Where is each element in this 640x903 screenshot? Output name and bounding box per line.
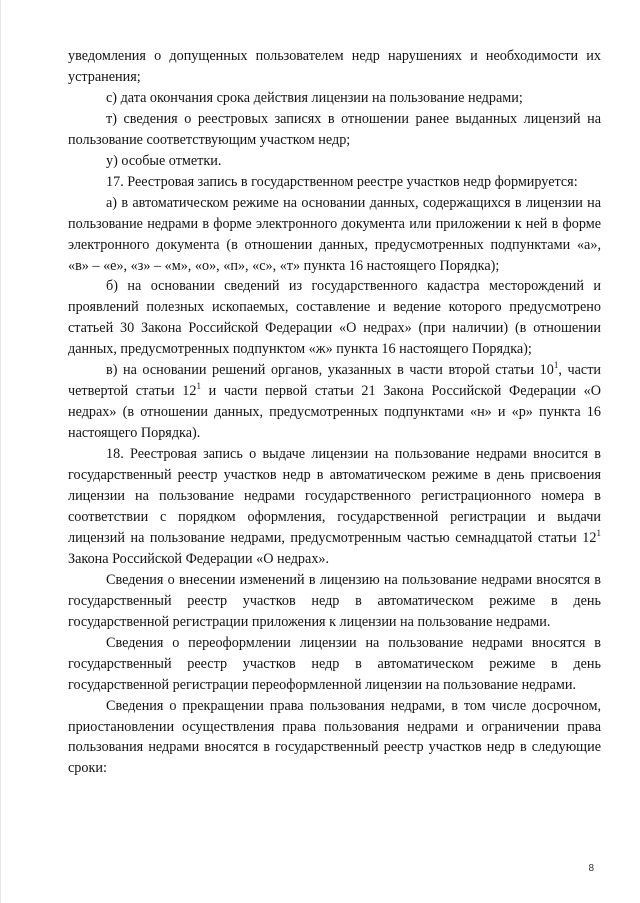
superscript: 1 <box>196 381 201 392</box>
paragraph-clause-17: 17. Реестровая запись в государственном реестре участков недр формируется: <box>106 173 578 190</box>
superscript: 1 <box>596 527 601 538</box>
paragraph-changes: Сведения о внесении изменений в лицензию на пользование недрами вносятся в государственный реестр участков недр в автоматическом режиме в день государственной регистрации приложения к лицензии на пользование недрами. <box>68 571 601 630</box>
paragraph-notifications-cont: уведомления о допущенных пользователем недр нарушениях и необходимости их устранения; <box>68 48 601 85</box>
text-fragment: и части первой статьи 21 Закона Российской Федерации «О недрах» (в отношении данных, предусмотренных подпунктами «н» и «р» пункта 16 настоящего Порядка). <box>68 383 601 442</box>
paragraph-item-s: с) дата окончания срока действия лицензии на пользование недрами; <box>106 89 523 106</box>
superscript: 1 <box>553 360 559 371</box>
paragraph-item-u: у) особые отметки. <box>106 152 222 169</box>
document-body <box>68 46 601 779</box>
text-fragment: , части четвертой статьи 12 <box>68 362 601 400</box>
paragraph-clause-17-a: а) в автоматическом режиме на основании данных, содержащихся в лицензии на пользование недрами в форме электронного документа или приложении к ней в форме электронного документа (в отношении данных, предусмотренных подпунктами «а», «в» – «е», «з» – «м», «о», «п», «с», «т» пункта 16 настоящего Порядка); <box>68 194 601 274</box>
paragraph-clause-17-b: б) на основании сведений из государственного кадастра месторождений и проявлений полезных ископаемых, составление и ведение которого предусмотрено статьей 30 Закона Российской Федерации «О недрах» (при наличии) (в отношении данных, предусмотренных подпунктом «ж» пункта 16 настоящего Порядка); <box>68 278 601 358</box>
paragraph-termination: Сведения о прекращении права пользования недрами, в том числе досрочном, приостановлении осуществления права пользования недрами и ограничении права пользования недрами вносятся в государственный реестр участков недр в следующие сроки: <box>68 697 601 777</box>
paragraph-item-t: т) сведения о реестровых записях в отношении ранее выданных лицензий на пользование соответствующим участком недр; <box>68 110 601 148</box>
text-fragment: 18. Реестровая запись о выдаче лицензии на пользование недрами вносится в государственный реестр участков недр в автоматическом режиме в день присвоения лицензии на пользование недрами государственного регистрационного номера в соответствии с порядком оформления, государственной регистрации и выдачи лицензий на пользование недрами, предусмотренным частью семнадцатой статьи 12 <box>68 446 601 546</box>
page-number: 8 <box>588 863 594 874</box>
text-fragment: Закона Российской Федерации «О недрах». <box>68 550 330 567</box>
text-fragment: в) на основании решений органов, указанных в части второй статьи 10 <box>106 362 554 379</box>
paragraph-clause-18 <box>68 444 601 570</box>
paragraph-clause-17-v <box>68 360 601 444</box>
paragraph-reissue: Сведения о переоформлении лицензии на пользование недрами вносятся в государственный реестр участков недр в автоматическом режиме в день государственной регистрации переоформленной лицензии на пользование недрами. <box>68 634 601 693</box>
